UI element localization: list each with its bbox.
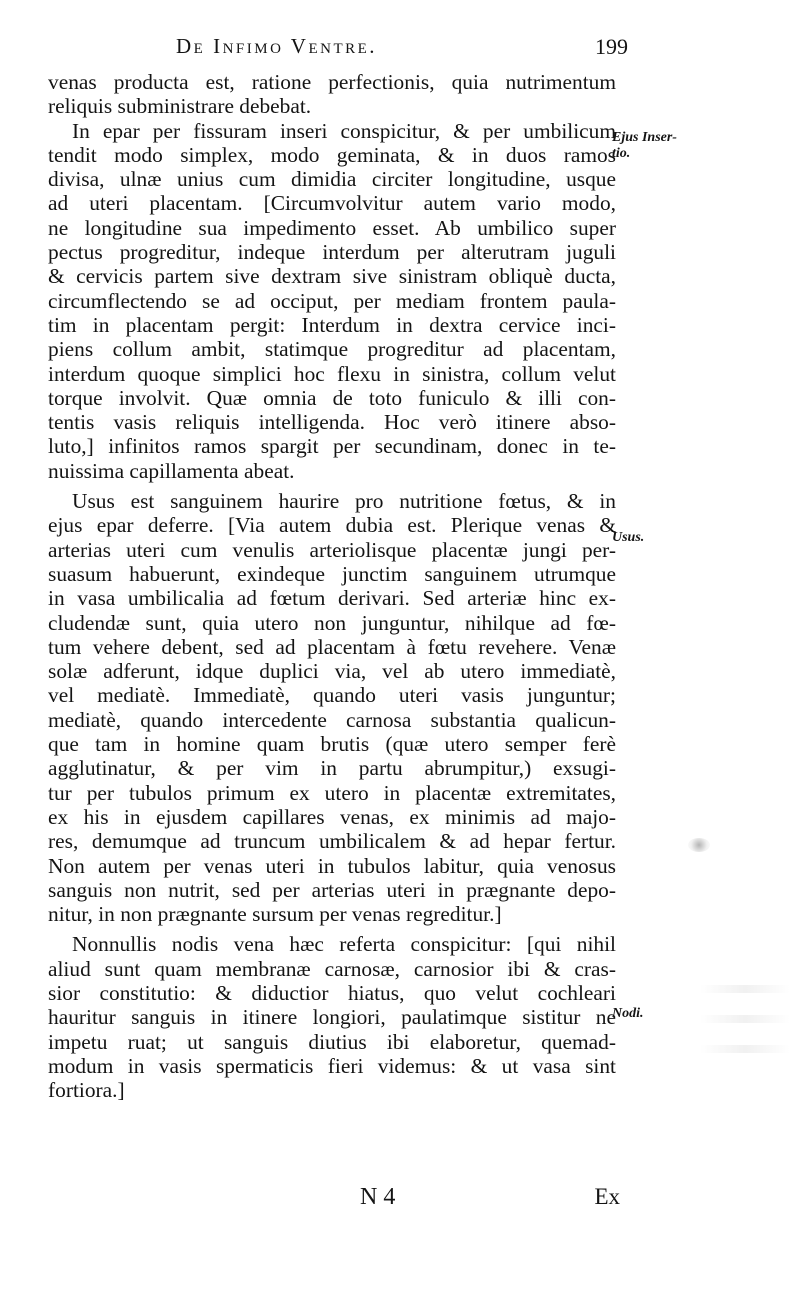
- text-line: venas producta est, ratione perfectionis, quia nutrimentum: [48, 70, 616, 94]
- text-line: vel mediatè. Immediatè, quando uteri vasis junguntur;: [48, 683, 616, 708]
- text-line: torque involvit. Quæ omnia de toto funiculo & illi con-: [48, 385, 616, 410]
- text-line: divisa, ulnæ unius cum dimidia circiter longitudine, usque: [48, 167, 616, 192]
- text-line: res, demumque ad truncum umbilicalem & ad hepar fertur.: [48, 829, 616, 854]
- text-line: nitur, in non prægnante sursum per venas regreditur.]: [48, 902, 502, 927]
- text-line: solæ adferunt, idque duplici via, vel ab utero immediatè,: [48, 659, 616, 684]
- text-line: aliud sunt quam membranæ carnosæ, carnosior ibi & cras-: [48, 956, 616, 981]
- text-line: tentis vasis reliquis intelligenda. Hoc verò itinere abso-: [48, 410, 616, 435]
- text-line: tur per tubulos primum ex utero in placentæ extremitates,: [48, 780, 616, 805]
- text-line: Non autem per venas uteri in tubulos labitur, quia venosus: [48, 853, 616, 878]
- text-line: reliquis subministrare debebat.: [48, 94, 312, 119]
- signature-mark: N 4: [360, 1184, 396, 1210]
- page-header: [48, 34, 628, 64]
- text-line: ex his in ejusdem capillares venas, ex minimis ad majo-: [48, 804, 616, 829]
- body-text: [48, 70, 616, 1102]
- margin-note-insertio: [612, 130, 677, 162]
- text-line: ad uteri placentam. [Circumvolvitur autem vario modo,: [48, 191, 616, 216]
- text-line: sior constitutio: & diductior hiatus, quo velut cochleari: [48, 980, 616, 1005]
- margin-note-line: tio.: [612, 146, 631, 161]
- text-line: nuissima capillamenta abeat.: [48, 458, 295, 483]
- text-line: Usus est sanguinem haurire pro nutritione fœtus, & in: [72, 489, 616, 514]
- text-line: sanguis non nutrit, sed per arterias uteri in prægnante depo-: [48, 877, 616, 902]
- show-through-mark: [700, 1015, 790, 1023]
- margin-note-nodi: Nodi.: [612, 1006, 644, 1021]
- text-line: luto,] infinitos ramos spargit per secundinam, donec in te-: [48, 434, 616, 459]
- text-line: modum in vasis spermaticis fieri videmus: & ut vasa sint: [48, 1053, 616, 1078]
- margin-note-line: Ejus Inser-: [612, 130, 677, 145]
- text-line: tim in placentam pergit: Interdum in dextra cervice inci-: [48, 312, 616, 337]
- margin-note-usus: Usus.: [612, 530, 645, 545]
- text-line: ne longitudine sua impedimento esset. Ab umbilico super: [48, 215, 616, 240]
- text-line: que tam in homine quam brutis (quæ utero semper ferè: [48, 732, 616, 757]
- text-line: tendit modo simplex, modo geminata, & in duos ramos: [48, 142, 616, 167]
- text-line: piens collum ambit, statimque progreditur ad placentam,: [48, 337, 616, 362]
- ink-smudge: [688, 838, 710, 852]
- text-line: pectus progreditur, indeque interdum per alterutram juguli: [48, 240, 616, 265]
- text-line: impetu ruat; ut sanguis diutius ibi elaboretur, quemad-: [48, 1029, 616, 1054]
- text-line: arterias uteri cum venulis arteriolisque placentæ jungi per-: [48, 537, 616, 562]
- text-line: mediatè, quando intercedente carnosa substantia qualicun-: [48, 707, 616, 732]
- text-line: fortiora.]: [48, 1078, 125, 1103]
- running-head: De Infimo Ventre.: [176, 34, 378, 58]
- text-line: interdum quoque simplici hoc flexu in sinistra, collum velut: [48, 361, 616, 386]
- page-footer: [48, 1184, 620, 1214]
- text-line: agglutinatur, & per vim in partu abrumpitur,) exsugi-: [48, 756, 616, 781]
- text-line: In epar per fissuram inseri conspicitur, & per umbilicum: [72, 118, 616, 143]
- text-line: tum vehere debent, sed ad placentam à fœtu revehere. Venæ: [48, 634, 616, 659]
- text-line: cludendæ sunt, quia utero non junguntur, nihilque ad fœ-: [48, 610, 616, 635]
- page-number: 199: [595, 34, 628, 59]
- text-line: in vasa umbilicalia ad fœtum derivari. Sed arteriæ hinc ex-: [48, 586, 616, 611]
- text-line: hauritur sanguis in itinere longiori, paulatimque sistitur ne: [48, 1005, 616, 1030]
- show-through-mark: [700, 1045, 790, 1053]
- text-line: circumflectendo se ad occiput, per mediam frontem paula-: [48, 288, 616, 313]
- catchword: Ex: [594, 1184, 620, 1209]
- text-line: & cervicis partem sive dextram sive sinistram obliquè ducta,: [48, 264, 616, 289]
- text-line: Nonnullis nodis vena hæc referta conspicitur: [qui nihil: [72, 932, 616, 957]
- text-line: ejus epar deferre. [Via autem dubia est. Plerique venas &: [48, 513, 616, 538]
- text-line: suasum habuerunt, exindeque junctim sanguinem utrumque: [48, 561, 616, 586]
- show-through-mark: [700, 985, 790, 993]
